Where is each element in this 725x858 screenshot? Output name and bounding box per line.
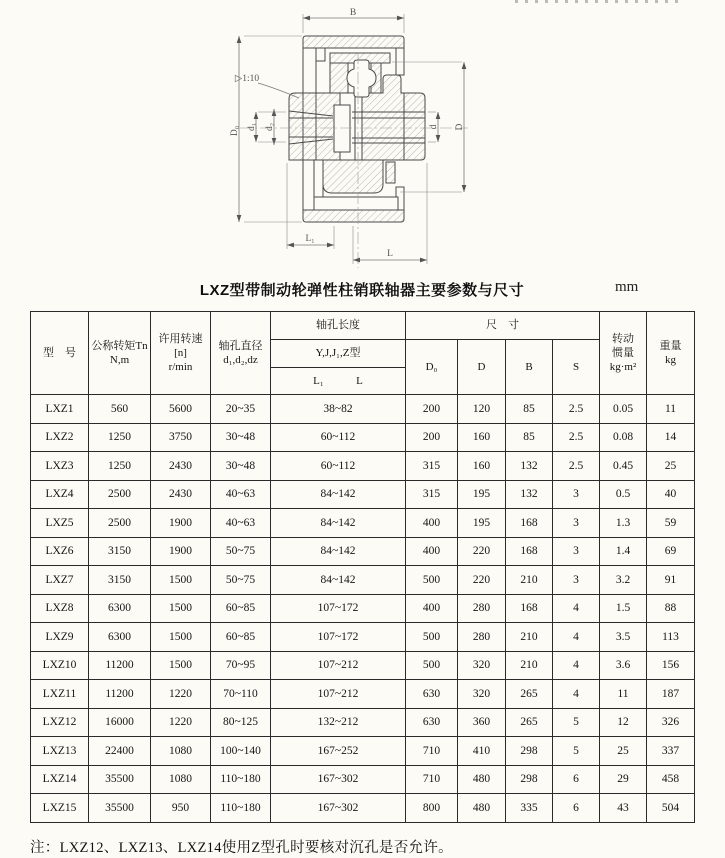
table-row bbox=[31, 737, 695, 766]
label-taper: ▷1:10 bbox=[234, 74, 260, 84]
table-header bbox=[31, 312, 695, 395]
cell-d0: 200 bbox=[406, 423, 458, 452]
table-row bbox=[31, 537, 695, 566]
weight-header-line2: kg bbox=[665, 354, 676, 366]
cell-speed: 1500 bbox=[151, 594, 211, 623]
bore-header-line1: 轴孔直径 bbox=[218, 339, 263, 352]
cell-b: 168 bbox=[506, 594, 553, 623]
cell-speed: 2430 bbox=[151, 480, 211, 509]
cell-torque: 1250 bbox=[89, 452, 151, 481]
torque-header-line1: 公称转矩Tn bbox=[91, 339, 148, 352]
table-row bbox=[31, 708, 695, 737]
cell-d: 195 bbox=[458, 480, 506, 509]
page-title: LXZ型带制动轮弹性柱销联轴器主要参数与尺寸 bbox=[199, 282, 525, 299]
cell-d: 320 bbox=[458, 680, 506, 709]
speed-header-line3: r/min bbox=[168, 361, 193, 374]
cell-bore: 110~180 bbox=[211, 794, 271, 823]
cell-torque: 3150 bbox=[89, 537, 151, 566]
table-row bbox=[31, 623, 695, 652]
cell-b: 210 bbox=[506, 651, 553, 680]
cell-length: 84~142 bbox=[271, 566, 406, 595]
cell-bore: 80~125 bbox=[211, 708, 271, 737]
col-header-speed bbox=[151, 312, 211, 395]
cell-inertia: 0.08 bbox=[600, 423, 647, 452]
label-d-big: D bbox=[455, 123, 465, 131]
cell-torque: 6300 bbox=[89, 623, 151, 652]
table-row bbox=[31, 480, 695, 509]
cell-d0: 710 bbox=[406, 765, 458, 794]
cell-weight: 69 bbox=[647, 537, 695, 566]
cell-torque: 2500 bbox=[89, 480, 151, 509]
cell-b: 132 bbox=[506, 452, 553, 481]
cell-speed: 1900 bbox=[151, 537, 211, 566]
table-row bbox=[31, 651, 695, 680]
cell-inertia: 29 bbox=[600, 765, 647, 794]
cell-speed: 1500 bbox=[151, 623, 211, 652]
cell-model: LXZ5 bbox=[31, 509, 89, 538]
cell-s: 3 bbox=[553, 509, 600, 538]
cell-d0: 500 bbox=[406, 651, 458, 680]
torque-header-line2: N,m bbox=[109, 354, 130, 366]
center-spacer bbox=[334, 105, 350, 152]
cell-speed: 1900 bbox=[151, 509, 211, 538]
cell-d: 220 bbox=[458, 537, 506, 566]
inertia-header-line1: 转动 bbox=[612, 332, 634, 345]
cell-length: 84~142 bbox=[271, 480, 406, 509]
cell-d0: 400 bbox=[406, 509, 458, 538]
cell-length: 107~172 bbox=[271, 594, 406, 623]
cell-bore: 50~75 bbox=[211, 537, 271, 566]
cell-length: 132~212 bbox=[271, 708, 406, 737]
cell-d0: 315 bbox=[406, 480, 458, 509]
cell-length: 60~112 bbox=[271, 452, 406, 481]
cell-model: LXZ10 bbox=[31, 651, 89, 680]
cell-inertia: 3.2 bbox=[600, 566, 647, 595]
cell-speed: 1500 bbox=[151, 566, 211, 595]
cell-d0: 630 bbox=[406, 708, 458, 737]
cell-length: 84~142 bbox=[271, 537, 406, 566]
cell-speed: 1500 bbox=[151, 651, 211, 680]
cell-s: 6 bbox=[553, 794, 600, 823]
label-l1: L₁ bbox=[305, 234, 315, 244]
cell-model: LXZ9 bbox=[31, 623, 89, 652]
cell-model: LXZ13 bbox=[31, 737, 89, 766]
cell-inertia: 1.3 bbox=[600, 509, 647, 538]
col-header-l1-l bbox=[271, 368, 406, 395]
cell-b: 210 bbox=[506, 623, 553, 652]
table-row bbox=[31, 452, 695, 481]
cell-weight: 113 bbox=[647, 623, 695, 652]
cell-s: 3 bbox=[553, 566, 600, 595]
cell-length: 167~252 bbox=[271, 737, 406, 766]
table-row bbox=[31, 395, 695, 424]
cell-s: 5 bbox=[553, 708, 600, 737]
cell-b: 85 bbox=[506, 423, 553, 452]
cell-d: 280 bbox=[458, 594, 506, 623]
cell-b: 85 bbox=[506, 395, 553, 424]
cell-weight: 156 bbox=[647, 651, 695, 680]
cell-model: LXZ3 bbox=[31, 452, 89, 481]
inertia-header-line2: 惯量 bbox=[612, 346, 634, 359]
coupling-section-drawing bbox=[0, 0, 725, 278]
cell-torque: 35500 bbox=[89, 765, 151, 794]
cell-torque: 3150 bbox=[89, 566, 151, 595]
cell-d: 480 bbox=[458, 765, 506, 794]
cell-inertia: 25 bbox=[600, 737, 647, 766]
inertia-header-line3: kg·m² bbox=[609, 361, 637, 374]
table-body bbox=[31, 395, 695, 823]
cell-weight: 14 bbox=[647, 423, 695, 452]
cell-model: LXZ11 bbox=[31, 680, 89, 709]
cell-bore: 30~48 bbox=[211, 423, 271, 452]
label-b: B bbox=[349, 8, 357, 18]
cell-inertia: 1.5 bbox=[600, 594, 647, 623]
cell-s: 4 bbox=[553, 594, 600, 623]
cell-bore: 60~85 bbox=[211, 623, 271, 652]
cell-b: 298 bbox=[506, 765, 553, 794]
cell-model: LXZ4 bbox=[31, 480, 89, 509]
cell-b: 132 bbox=[506, 480, 553, 509]
l1-header: L₁ bbox=[313, 374, 324, 387]
bore-header-line2: d₁,d₂,dz bbox=[223, 354, 258, 366]
cell-torque: 6300 bbox=[89, 594, 151, 623]
cell-s: 4 bbox=[553, 623, 600, 652]
cell-weight: 504 bbox=[647, 794, 695, 823]
cell-d0: 500 bbox=[406, 623, 458, 652]
cell-bore: 60~85 bbox=[211, 594, 271, 623]
cell-bore: 70~110 bbox=[211, 680, 271, 709]
cell-d0: 400 bbox=[406, 594, 458, 623]
cell-d0: 315 bbox=[406, 452, 458, 481]
footnote: 注：LXZ12、LXZ13、LXZ14使用Z型孔时要核对沉孔是否允许。 bbox=[30, 840, 453, 856]
cell-model: LXZ2 bbox=[31, 423, 89, 452]
cell-length: 60~112 bbox=[271, 423, 406, 452]
cell-b: 168 bbox=[506, 509, 553, 538]
cell-d: 480 bbox=[458, 794, 506, 823]
cell-speed: 3750 bbox=[151, 423, 211, 452]
cell-inertia: 3.6 bbox=[600, 651, 647, 680]
cell-s: 2.5 bbox=[553, 423, 600, 452]
cell-torque: 2500 bbox=[89, 509, 151, 538]
cell-torque: 11200 bbox=[89, 651, 151, 680]
cell-model: LXZ7 bbox=[31, 566, 89, 595]
col-header-size-group: 尺 寸 bbox=[406, 312, 600, 340]
table-row bbox=[31, 765, 695, 794]
cell-s: 6 bbox=[553, 765, 600, 794]
cell-d0: 630 bbox=[406, 680, 458, 709]
col-header-d: D bbox=[458, 340, 506, 395]
label-d1: d₁ bbox=[247, 122, 257, 132]
table-row bbox=[31, 423, 695, 452]
cell-speed: 950 bbox=[151, 794, 211, 823]
cell-bore: 20~35 bbox=[211, 395, 271, 424]
weight-header-line1: 重量 bbox=[659, 339, 682, 352]
cell-inertia: 0.45 bbox=[600, 452, 647, 481]
unit-label: mm bbox=[615, 279, 639, 295]
cell-length: 107~212 bbox=[271, 680, 406, 709]
cell-d: 160 bbox=[458, 423, 506, 452]
cell-bore: 40~63 bbox=[211, 509, 271, 538]
cell-s: 2.5 bbox=[553, 395, 600, 424]
col-header-b: B bbox=[506, 340, 553, 395]
cell-speed: 5600 bbox=[151, 395, 211, 424]
cell-b: 265 bbox=[506, 708, 553, 737]
cell-speed: 1080 bbox=[151, 737, 211, 766]
cell-length: 167~302 bbox=[271, 794, 406, 823]
cell-model: LXZ14 bbox=[31, 765, 89, 794]
col-header-bore bbox=[211, 312, 271, 395]
label-l: L bbox=[387, 249, 393, 259]
cell-d: 360 bbox=[458, 708, 506, 737]
cell-d: 410 bbox=[458, 737, 506, 766]
cell-inertia: 12 bbox=[600, 708, 647, 737]
cell-bore: 30~48 bbox=[211, 452, 271, 481]
col-header-length-group: 轴孔长度 bbox=[271, 312, 406, 340]
cell-weight: 326 bbox=[647, 708, 695, 737]
cell-torque: 22400 bbox=[89, 737, 151, 766]
col-header-length-types: Y,J,J₁,Z型 bbox=[271, 340, 406, 368]
cell-weight: 458 bbox=[647, 765, 695, 794]
col-header-torque bbox=[89, 312, 151, 395]
cell-s: 3 bbox=[553, 480, 600, 509]
cell-b: 210 bbox=[506, 566, 553, 595]
cell-d0: 710 bbox=[406, 737, 458, 766]
table-row bbox=[31, 680, 695, 709]
cell-inertia: 3.5 bbox=[600, 623, 647, 652]
cell-speed: 1220 bbox=[151, 680, 211, 709]
cell-bore: 40~63 bbox=[211, 480, 271, 509]
cell-b: 168 bbox=[506, 537, 553, 566]
cell-torque: 16000 bbox=[89, 708, 151, 737]
cell-bore: 50~75 bbox=[211, 566, 271, 595]
cell-model: LXZ1 bbox=[31, 395, 89, 424]
spec-table bbox=[30, 311, 695, 823]
cell-b: 335 bbox=[506, 794, 553, 823]
col-header-weight bbox=[647, 312, 695, 395]
cell-length: 167~302 bbox=[271, 765, 406, 794]
cell-inertia: 1.4 bbox=[600, 537, 647, 566]
cell-torque: 35500 bbox=[89, 794, 151, 823]
cell-s: 3 bbox=[553, 537, 600, 566]
extension-lines bbox=[244, 14, 462, 264]
label-d2: d₂ bbox=[265, 122, 275, 132]
cell-model: LXZ6 bbox=[31, 537, 89, 566]
table-row bbox=[31, 594, 695, 623]
cell-inertia: 43 bbox=[600, 794, 647, 823]
cell-d: 120 bbox=[458, 395, 506, 424]
cell-s: 4 bbox=[553, 651, 600, 680]
col-header-s: S bbox=[553, 340, 600, 395]
col-header-d0: D₀ bbox=[406, 340, 458, 395]
cell-length: 84~142 bbox=[271, 509, 406, 538]
label-d0: D₀ bbox=[230, 125, 240, 137]
label-d-small: d bbox=[429, 124, 439, 130]
title-row bbox=[30, 279, 694, 297]
cell-weight: 11 bbox=[647, 395, 695, 424]
table-row bbox=[31, 509, 695, 538]
cell-bore: 100~140 bbox=[211, 737, 271, 766]
cell-s: 4 bbox=[553, 680, 600, 709]
cell-bore: 70~95 bbox=[211, 651, 271, 680]
cell-d: 220 bbox=[458, 566, 506, 595]
cell-torque: 560 bbox=[89, 395, 151, 424]
cell-d0: 200 bbox=[406, 395, 458, 424]
cell-d0: 800 bbox=[406, 794, 458, 823]
cell-d0: 400 bbox=[406, 537, 458, 566]
cell-length: 107~212 bbox=[271, 651, 406, 680]
cell-model: LXZ15 bbox=[31, 794, 89, 823]
cell-weight: 59 bbox=[647, 509, 695, 538]
cell-length: 38~82 bbox=[271, 395, 406, 424]
cell-weight: 25 bbox=[647, 452, 695, 481]
cell-d: 320 bbox=[458, 651, 506, 680]
cell-weight: 88 bbox=[647, 594, 695, 623]
cell-inertia: 11 bbox=[600, 680, 647, 709]
cell-length: 107~172 bbox=[271, 623, 406, 652]
cell-model: LXZ8 bbox=[31, 594, 89, 623]
cell-torque: 1250 bbox=[89, 423, 151, 452]
cell-weight: 187 bbox=[647, 680, 695, 709]
col-header-inertia bbox=[600, 312, 647, 395]
cell-b: 298 bbox=[506, 737, 553, 766]
cell-inertia: 0.5 bbox=[600, 480, 647, 509]
cell-s: 2.5 bbox=[553, 452, 600, 481]
cell-bore: 110~180 bbox=[211, 765, 271, 794]
cell-inertia: 0.05 bbox=[600, 395, 647, 424]
cell-speed: 1080 bbox=[151, 765, 211, 794]
cell-weight: 337 bbox=[647, 737, 695, 766]
speed-header-line1: 许用转速 bbox=[158, 332, 203, 345]
cell-speed: 1220 bbox=[151, 708, 211, 737]
cell-speed: 2430 bbox=[151, 452, 211, 481]
table-row bbox=[31, 566, 695, 595]
cell-torque: 11200 bbox=[89, 680, 151, 709]
cell-d: 195 bbox=[458, 509, 506, 538]
cell-weight: 40 bbox=[647, 480, 695, 509]
cell-s: 5 bbox=[553, 737, 600, 766]
speed-header-line2: [n] bbox=[174, 346, 187, 359]
table-row bbox=[31, 794, 695, 823]
coupling-drawing-svg bbox=[0, 0, 725, 278]
l-header: L bbox=[356, 374, 363, 387]
col-header-model: 型 号 bbox=[31, 312, 89, 395]
cell-d: 160 bbox=[458, 452, 506, 481]
cell-b: 265 bbox=[506, 680, 553, 709]
cell-model: LXZ12 bbox=[31, 708, 89, 737]
cell-d0: 500 bbox=[406, 566, 458, 595]
cell-d: 280 bbox=[458, 623, 506, 652]
cell-weight: 91 bbox=[647, 566, 695, 595]
